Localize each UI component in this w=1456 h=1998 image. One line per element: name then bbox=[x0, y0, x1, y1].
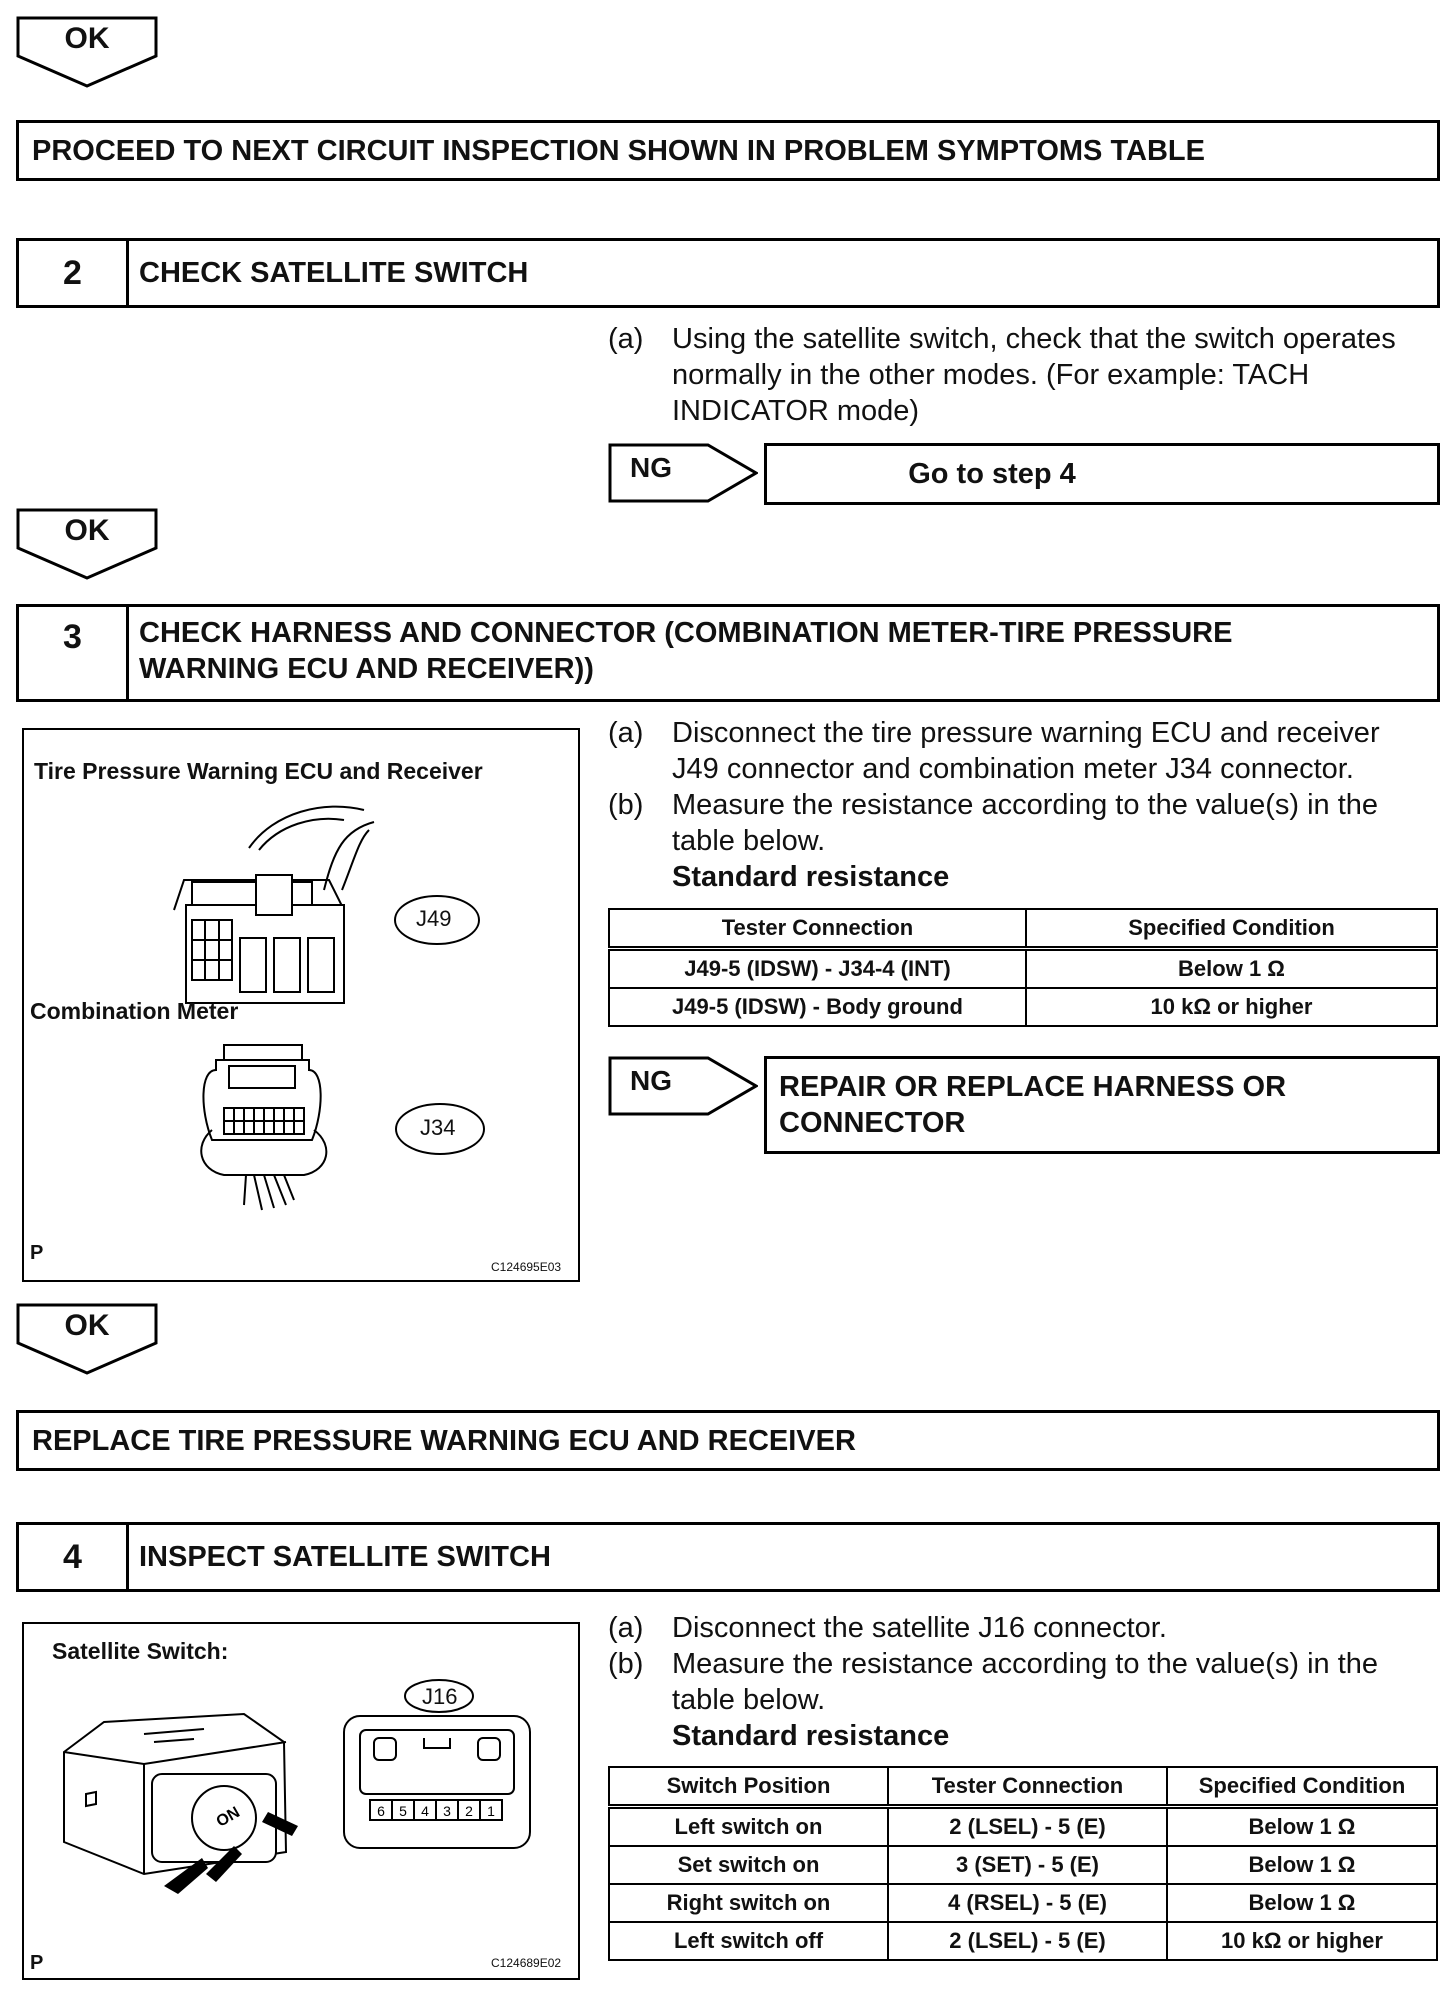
repair-harness-box bbox=[764, 1056, 1440, 1154]
j34-connector-drawing bbox=[24, 730, 580, 1282]
table-header-row: Switch Position Tester Connection Specified Condition bbox=[609, 1767, 1437, 1807]
repair-text-line2: CONNECTOR bbox=[779, 1107, 966, 1139]
pin-label: 3 bbox=[443, 1803, 451, 1819]
table-header-row: Tester Connection Specified Condition bbox=[609, 909, 1437, 949]
pin-label: 1 bbox=[487, 1803, 495, 1819]
ok-label: OK bbox=[64, 1309, 110, 1342]
step-title-line2: WARNING ECU AND RECEIVER)) bbox=[139, 653, 594, 685]
step-3-header bbox=[16, 604, 1440, 702]
step-4-instruction-b: (b) Measure the resistance according to the value(s) in the table below. bbox=[608, 1648, 1379, 1716]
proceed-box bbox=[16, 120, 1440, 181]
proceed-text: PROCEED TO NEXT CIRCUIT INSPECTION SHOWN IN PROBLEM SYMPTOMS TABLE bbox=[32, 135, 1205, 167]
go-to-step-4-text: Go to step 4 bbox=[908, 458, 1076, 490]
table-row: Set switch on 3 (SET) - 5 (E) Below 1 Ω bbox=[609, 1846, 1437, 1884]
step-number: 4 bbox=[19, 1525, 129, 1589]
step-3-resistance-table bbox=[608, 908, 1438, 1027]
table-row: Right switch on 4 (RSEL) - 5 (E) Below 1 Ω bbox=[609, 1884, 1437, 1922]
replace-text: REPLACE TIRE PRESSURE WARNING ECU AND RECEIVER bbox=[32, 1425, 856, 1457]
ok-arrow-1 bbox=[16, 16, 158, 88]
step-4-resistance-table bbox=[608, 1766, 1438, 1961]
pin-label: 2 bbox=[465, 1803, 473, 1819]
step-2-instruction-a: (a) Using the satellite switch, check that the switch operates normally in the other modes. (For example: TACH INDICATOR mode) bbox=[608, 323, 1396, 427]
ok-arrow-3 bbox=[16, 1303, 158, 1375]
step-4-instruction-a: (a) Disconnect the satellite J16 connector. bbox=[608, 1612, 1167, 1644]
pin-label: 4 bbox=[421, 1803, 429, 1819]
figure-label-meter: Combination Meter bbox=[30, 998, 239, 1024]
satellite-switch-figure bbox=[22, 1622, 580, 1980]
step-title: CHECK SATELLITE SWITCH bbox=[139, 257, 529, 289]
figure-label-satellite: Satellite Switch: bbox=[52, 1638, 229, 1664]
step-number: 2 bbox=[19, 241, 129, 305]
table-row: Left switch off 2 (LSEL) - 5 (E) 10 kΩ or higher bbox=[609, 1922, 1437, 1960]
figure-code: C124695E03 bbox=[491, 1260, 562, 1274]
step-3-instruction-b: (b) Measure the resistance according to the value(s) in the table below. bbox=[608, 789, 1379, 857]
repair-text-line1: REPAIR OR REPLACE HARNESS OR bbox=[779, 1071, 1287, 1103]
ok-label: OK bbox=[64, 22, 110, 55]
figure-code: C124689E02 bbox=[491, 1956, 562, 1970]
table-row: J49-5 (IDSW) - Body ground 10 kΩ or higher bbox=[609, 988, 1437, 1026]
step-4-standard-label: Standard resistance bbox=[672, 1720, 950, 1752]
step-title: INSPECT SATELLITE SWITCH bbox=[139, 1541, 551, 1573]
pin-label: 6 bbox=[377, 1803, 385, 1819]
table-row: Left switch on 2 (LSEL) - 5 (E) Below 1 Ω bbox=[609, 1807, 1437, 1847]
step-2-header bbox=[16, 238, 1440, 308]
ng-arrow-step-3: NG bbox=[608, 1056, 758, 1116]
pin-label: 5 bbox=[399, 1803, 407, 1819]
go-to-step-4-box bbox=[764, 443, 1440, 505]
figure-p-mark: P bbox=[30, 1952, 44, 1974]
table-row: J49-5 (IDSW) - J34-4 (INT) Below 1 Ω bbox=[609, 949, 1437, 989]
connector-figure-j49-j34 bbox=[22, 728, 580, 1282]
figure-p-mark: P bbox=[30, 1242, 44, 1264]
satellite-switch-drawing bbox=[24, 1624, 580, 1980]
j16-tag: J16 bbox=[422, 1684, 458, 1709]
switch-on-text: ON bbox=[213, 1803, 243, 1831]
j34-tag: J34 bbox=[420, 1115, 456, 1140]
replace-box bbox=[16, 1410, 1440, 1471]
step-title-line1: CHECK HARNESS AND CONNECTOR (COMBINATION METER-TIRE PRESSURE bbox=[139, 617, 1233, 649]
step-4-header bbox=[16, 1522, 1440, 1592]
step-number: 3 bbox=[19, 607, 129, 699]
step-3-instruction-a: (a) Disconnect the tire pressure warning ECU and receiver J49 connector and combination meter J34 connector. bbox=[608, 717, 1380, 785]
ok-label: OK bbox=[64, 514, 110, 547]
figure-label-ecu: Tire Pressure Warning ECU and Receiver bbox=[34, 758, 483, 784]
ok-arrow-2 bbox=[16, 508, 158, 580]
j49-tag: J49 bbox=[416, 906, 452, 931]
ng-arrow-step-2: NG bbox=[608, 443, 758, 503]
step-3-standard-label: Standard resistance bbox=[672, 861, 950, 893]
